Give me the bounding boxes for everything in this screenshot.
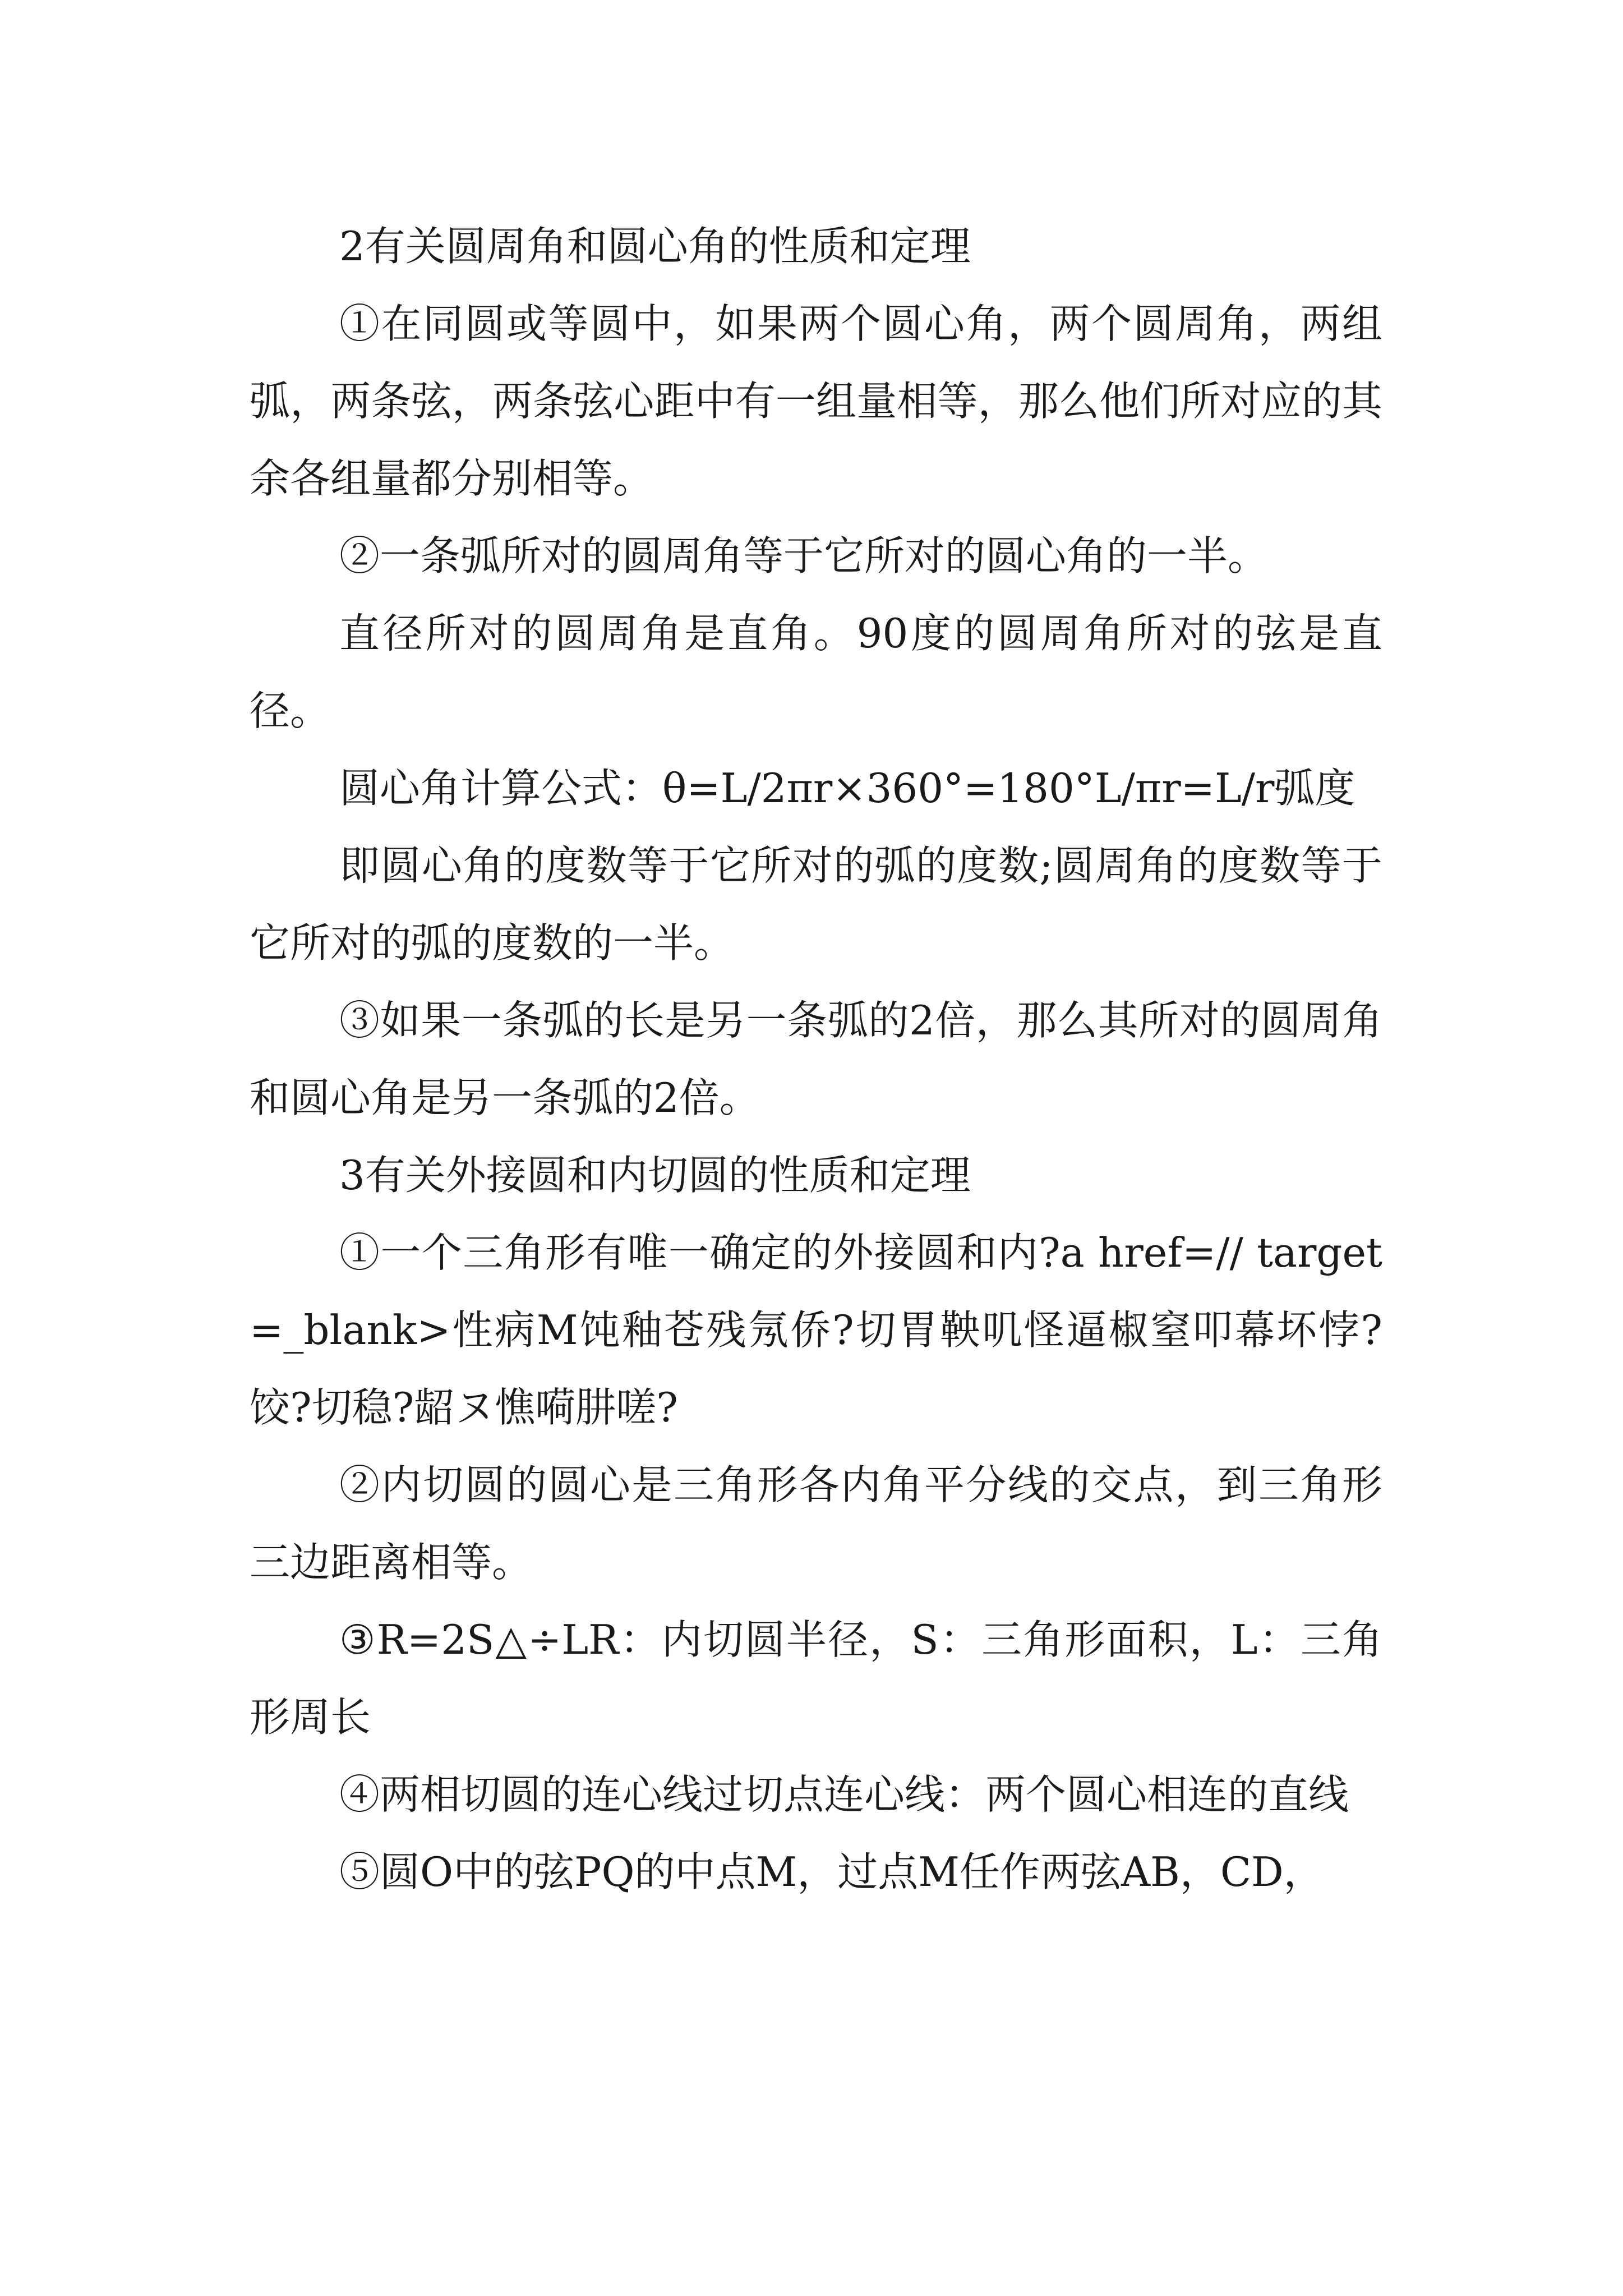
paragraph-chord-midpoint: ⑤圆O中的弦PQ的中点M，过点M任作两弦AB，CD， [339,1848,1324,1895]
paragraph-equal-arcs-chords: ①在同圆或等圆中，如果两个圆心角，两个圆周角，两组弧，两条弦，两条弦心距中有一组量相等，那么他们所对应的其余各组量都分别相等。 [250,300,1382,502]
paragraph-diameter-right-angle: 直径所对的圆周角是直角。90度的圆周角所对的弦是直径。 [250,610,1382,734]
paragraph-inscribed-half-central: ②一条弧所对的圆周角等于它所对的圆心角的一半。 [339,532,1269,579]
paragraph-incenter: ②内切圆的圆心是三角形各内角平分线的交点，到三角形三边距离相等。 [250,1461,1382,1586]
section-heading-circumscribed-inscribed: 3有关外接圆和内切圆的性质和定理 [339,1152,971,1199]
paragraph-tangent-circles-centerline: ④两相切圆的连心线过切点连心线：两个圆心相连的直线 [339,1771,1349,1818]
paragraph-central-angle-formula: 圆心角计算公式：θ=L/2πr×360°=180°L/πr=L/r弧度 [339,765,1355,812]
document-body [250,208,1382,1911]
paragraph-double-arc: ③如果一条弧的长是另一条弧的2倍，那么其所对的圆周角和圆心角是另一条弧的2倍。 [250,997,1382,1121]
section-heading-inscribed-central-angles: 2有关圆周角和圆心角的性质和定理 [339,223,971,270]
paragraph-triangle-unique-circles: ①一个三角形有唯一确定的外接圆和内?a href=// target=_blank>性病M饨釉苍残氖侨?切胃鞅叽怪逼椒窒叩幕坏悖?饺?切稳?龆ヌ憔嗬肼嗟? [250,1229,1382,1431]
paragraph-angle-degree-arc: 即圆心角的度数等于它所对的弧的度数;圆周角的度数等于它所对的弧的度数的一半。 [250,842,1382,967]
paragraph-inradius-formula: ③R=2S△÷LR：内切圆半径，S：三角形面积，L：三角形周长 [250,1616,1382,1741]
